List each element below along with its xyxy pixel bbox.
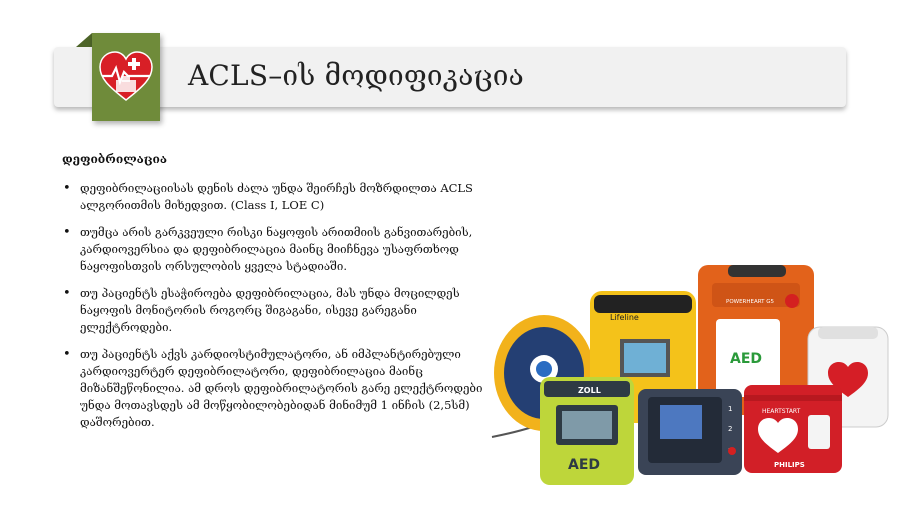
bullet-item: • თუმცა არის გარკვეული რისკი ნაყოფის არითმიის განვითარების, კარდიოვერსია და დეფიბრილაცია მაინც მიიჩნევა უსაფრთხოდ ნაყოფისთვის ორსულობის ყველა სტადიაში. (62, 224, 502, 275)
lifeline-label: Lifeline (610, 313, 639, 322)
zoll-label: ZOLL (578, 386, 601, 395)
heart-ecg-icon (98, 50, 154, 102)
page-title: ACLS–ის მოდიფიკაცია (188, 59, 524, 92)
button-2: 2 (728, 425, 733, 433)
heartstart-label: HEARTSTART (762, 408, 801, 415)
logo-fold (76, 33, 92, 47)
powerheart-label: POWERHEART G5 (726, 299, 775, 305)
bullet-item: • დეფიბრილაციისას დენის ძალა უნდა შეირჩეს მოზრდილთა ACLS ალგორითმის მიხედვით. (Class I, LOE C) (62, 180, 502, 214)
bullet-list (62, 180, 502, 431)
section-heading: დეფიბრილაცია (62, 152, 168, 166)
aed-label-zoll: AED (568, 457, 601, 473)
philips-label: PHILIPS (774, 461, 805, 469)
content-area (62, 152, 502, 441)
aed-devices-image (482, 265, 892, 487)
zoll-aed-device (540, 377, 634, 485)
aed-label-orange: AED (730, 351, 763, 367)
button-1: 1 (728, 405, 733, 413)
heartstart-aed-device (744, 385, 842, 473)
frx-aed-device (638, 389, 742, 475)
bullet-item: • თუ პაციენტს ესაჭიროება დეფიბრილაცია, მას უნდა მოცილდეს ნაყოფის მონიტორის როგორც შიგაგანი, ისევე გარეგანი ელექტროდები. (62, 285, 502, 336)
bullet-item: • თუ პაციენტს აქვს კარდიოსტიმულატორი, ან იმპლანტირებული კარდიოვერტერ დეფიბრილატორი, დეფიბრილაცია მაინც მიზანშეწონილია. ამ დროს დეფიბრილატორის გარე ელექტროდები უნდა მოთავსდეს ამ მოწყობილობებიდან მინიმუმ 1 ინჩის (2,5სმ) დაშორებით. (62, 346, 502, 431)
